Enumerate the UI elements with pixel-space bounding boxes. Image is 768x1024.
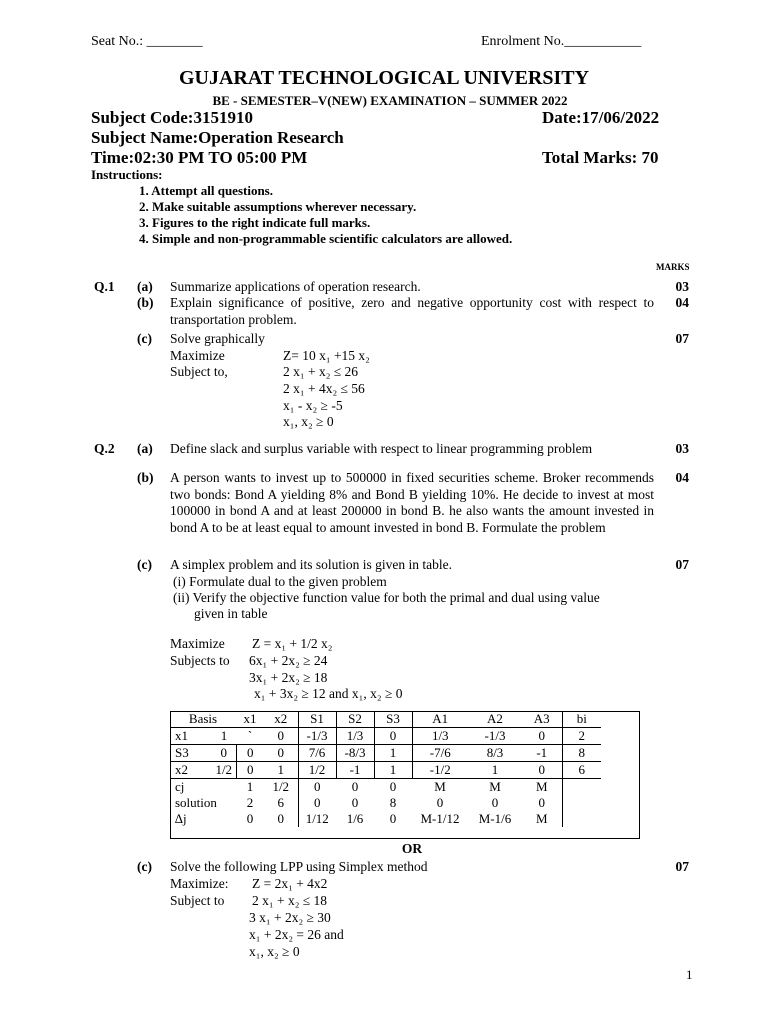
table-footer-row: [170, 795, 601, 811]
cell: x2: [170, 762, 212, 779]
cell: 6: [562, 762, 601, 779]
page-number: 1: [686, 967, 693, 982]
q2a-marks: 03: [675, 441, 689, 456]
cell: -8/3: [336, 745, 374, 762]
cell: -7/6: [412, 745, 468, 762]
q2c-sub-ii-cont: given in table: [194, 606, 268, 621]
q1c-constraint: 2 x₁ + x₂ ≤ 26: [283, 364, 359, 379]
q1c-objective: Z= 10 x₁ +15 x₂: [283, 348, 370, 363]
q1b-tag: (b): [137, 295, 154, 310]
cell: 1: [236, 779, 264, 796]
simplex-table: [170, 711, 601, 827]
cell: cj: [170, 779, 236, 796]
q1b-text: Explain significance of positive, zero and negative opportunity cost with respect to transportation problem.: [170, 295, 654, 327]
exam-title: BE - SEMESTER–V(NEW) EXAMINATION – SUMMER 2022: [212, 93, 568, 108]
instruction-item: 4. Simple and non-programmable scientific calculators are allowed.: [139, 231, 513, 246]
instruction-item: 3. Figures to the right indicate full marks.: [139, 215, 371, 230]
cell: 1/3: [336, 728, 374, 745]
q2c-alt-constraint: 3 x₁ + 2x₂ ≥ 30: [249, 910, 331, 925]
exam-date: Date:17/06/2022: [542, 108, 660, 127]
instruction-item: 2. Make suitable assumptions wherever necessary.: [139, 199, 417, 214]
enrolment-no: Enrolment No.___________: [481, 34, 642, 49]
cell: -1/3: [298, 728, 336, 745]
q2-label: Q.2: [94, 441, 115, 456]
q2c-alt-constraint: x₁, x₂ ≥ 0: [249, 944, 300, 959]
instruction-item: 1. Attempt all questions.: [139, 183, 273, 198]
q2a-text: Define slack and surplus variable with respect to linear programming problem: [170, 441, 593, 456]
q2c-alt-maximize-label: Maximize:: [170, 876, 229, 891]
cell: 0: [538, 795, 545, 810]
cell: 0: [236, 745, 264, 762]
cell: 0: [351, 795, 359, 810]
q1c-maximize-label: Maximize: [170, 348, 225, 363]
cell: 0: [336, 779, 374, 796]
q1c-tag: (c): [137, 331, 152, 346]
seat-no: Seat No.: ________: [91, 34, 203, 49]
cell: 1: [468, 762, 522, 779]
q2c-alt-text: Solve the following LPP using Simplex method: [170, 859, 428, 874]
cell: `: [236, 728, 264, 745]
th-basis: Basis: [188, 711, 218, 726]
q1a-tag: (a): [137, 279, 153, 294]
cell: M-1/6: [478, 811, 512, 826]
cell: 1/6: [346, 811, 364, 826]
cell: 1/12: [298, 811, 336, 827]
cell: M: [468, 779, 522, 796]
q2c-constraint: 3x₁ + 2x₂ ≥ 18: [249, 670, 328, 685]
cell: M: [412, 779, 468, 796]
cell: 0: [212, 745, 236, 762]
cell: M-1/12: [420, 811, 460, 826]
q1c-subject-label: Subject to,: [170, 364, 228, 379]
cell: -1/2: [412, 762, 468, 779]
q2c-alt-objective: Z = 2x₁ + 4x2: [252, 876, 328, 891]
cell: 0: [236, 762, 264, 779]
q2c-alt-subject-label: Subject to: [170, 893, 225, 908]
cell: solution: [175, 795, 217, 810]
q1a-marks: 03: [675, 279, 689, 294]
cell: 0: [522, 728, 562, 745]
cell: 1/2: [212, 762, 236, 779]
instructions-title: Instructions:: [91, 167, 163, 182]
table-row: [170, 762, 601, 779]
q2c-sub-i: (i) Formulate dual to the given problem: [173, 574, 387, 589]
th-x2: x2: [274, 711, 288, 726]
cell: x1: [170, 728, 212, 745]
university-title: GUJARAT TECHNOLOGICAL UNIVERSITY: [178, 67, 590, 89]
cell: 0: [522, 762, 562, 779]
q1c-text: Solve graphically: [170, 331, 265, 346]
q2c-maximize-label: Maximize: [170, 636, 225, 651]
q2a-tag: (a): [137, 441, 153, 456]
cell: 1: [374, 745, 412, 762]
q2c-alt-constraint: 2 x₁ + x₂ ≤ 18: [252, 893, 328, 908]
th-a2: A2: [487, 711, 503, 726]
q2c-alt-constraint: x₁ + 2x₂ = 26 and: [249, 927, 344, 942]
q2c-tag: (c): [137, 557, 152, 572]
q2c-alt-marks: 07: [675, 859, 689, 874]
cell: -1/3: [468, 728, 522, 745]
cell: S3: [170, 745, 212, 762]
q1c-marks: 07: [675, 331, 689, 346]
cell: 8: [562, 745, 601, 762]
cell: 8: [389, 795, 397, 810]
exam-time: Time:02:30 PM TO 05:00 PM: [91, 148, 308, 167]
q2c-text: A simplex problem and its solution is given in table.: [170, 557, 452, 572]
cell: 0: [298, 795, 336, 811]
cell: 6: [277, 795, 284, 810]
cell: 0: [277, 811, 284, 826]
q2c-constraint: x₁ + 3x₂ ≥ 12 and x₁, x₂ ≥ 0: [254, 686, 403, 701]
cell: M: [522, 779, 562, 796]
q2c-subject-label: Subjects to: [170, 653, 230, 668]
q2c-alt-tag: (c): [137, 859, 152, 874]
cell: 1: [374, 762, 412, 779]
total-marks: Total Marks: 70: [542, 148, 659, 167]
table-row: [170, 745, 601, 762]
cell: 2: [562, 728, 601, 745]
q1b-marks: 04: [675, 295, 689, 310]
cell: ∆j: [175, 811, 187, 826]
cell: 1: [212, 728, 236, 745]
th-a3: A3: [533, 711, 550, 726]
q2c-marks: 07: [675, 557, 689, 572]
cell: 0: [374, 728, 412, 745]
cell: 0: [436, 795, 444, 810]
cell: 8/3: [468, 745, 522, 762]
cell: 1/2: [264, 779, 298, 796]
table-header-row: [170, 711, 601, 728]
cell: 1/3: [412, 728, 468, 745]
cell: M: [535, 811, 548, 826]
q1-label: Q.1: [94, 279, 115, 294]
th-s3: S3: [374, 711, 412, 728]
cell: -1: [522, 745, 562, 762]
th-bi: bi: [562, 711, 601, 728]
cell: 1: [264, 762, 298, 779]
th-s2: S2: [336, 711, 374, 728]
cell: 0: [298, 779, 336, 796]
q1c-constraint: x₁, x₂ ≥ 0: [283, 414, 334, 429]
cell: 0: [246, 811, 254, 826]
q2c-constraint: 6x₁ + 2x₂ ≥ 24: [249, 653, 328, 668]
cell: 0: [491, 795, 499, 810]
th-a1: A1: [412, 711, 468, 728]
table-footer-row: [170, 811, 601, 827]
or-divider: OR: [401, 841, 423, 856]
table-footer-row: [170, 779, 601, 796]
q2b-tag: (b): [137, 470, 154, 485]
cell: 0: [264, 728, 298, 745]
q1a-text: Summarize applications of operation research.: [170, 279, 421, 294]
th-x1: x1: [243, 711, 257, 726]
cell: 0: [264, 745, 298, 762]
q1c-constraint: 2 x₁ + 4x₂ ≤ 56: [283, 381, 365, 396]
th-s1: S1: [298, 711, 336, 728]
cell: 7/6: [298, 745, 336, 762]
subject-name: Subject Name:Operation Research: [91, 128, 344, 147]
cell: -1: [336, 762, 374, 779]
marks-header: MARKS: [656, 262, 690, 272]
cell: 0: [389, 811, 397, 826]
subject-code: Subject Code:3151910: [91, 108, 253, 127]
q2b-text: A person wants to invest up to 500000 in fixed securities scheme. Broker recommends two bonds: Bond A yielding 8% and Bond B yielding 10%. He decide to invest at most 100000 in bond A and at least 200000 in bond B. he also wants the amount invested in bond A to be at least equal to amount invested in bond B. Formulate the problem: [170, 470, 654, 535]
q2c-objective: Z = x₁ + 1/2 x₂: [252, 636, 333, 651]
cell: 2: [246, 795, 254, 810]
cell: 0: [374, 779, 412, 796]
q1c-constraint: x₁ - x₂ ≥ -5: [283, 398, 343, 413]
q2b-marks: 04: [675, 470, 689, 485]
q2c-sub-ii: (ii) Verify the objective function value for both the primal and dual using value: [173, 590, 600, 605]
cell: 1/2: [298, 762, 336, 779]
table-row: [170, 728, 601, 745]
